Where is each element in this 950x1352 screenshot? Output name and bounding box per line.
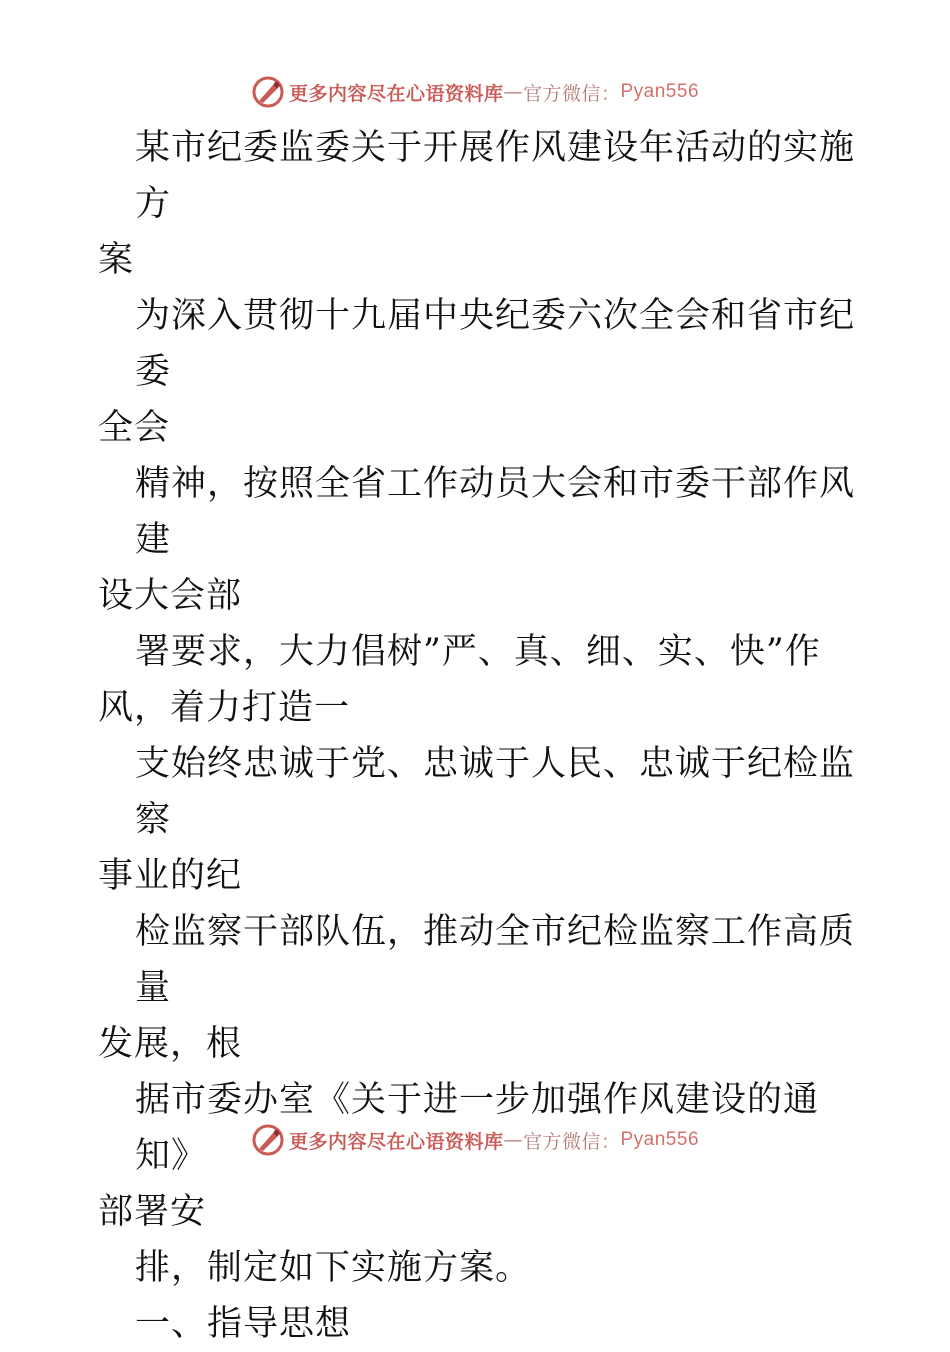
watermark-dash: — — [503, 1129, 523, 1151]
watermark-main-text: 更多内容尽在心语资料库 — [288, 82, 504, 105]
paragraph-line — [98, 736, 858, 904]
watermark-id: Pyan556 — [620, 81, 700, 102]
watermark-sub-text: 官方微信： — [522, 1130, 621, 1153]
line-text: 精神，按照全省工作动员大会和市委干部作风建 — [135, 464, 856, 560]
watermark-sub-text: 官方微信： — [522, 82, 621, 105]
line-continuation: 风，着力打造一 — [98, 688, 351, 728]
line-continuation: 发展，根 — [98, 1024, 243, 1064]
line-text: 支始终忠诚于党、忠诚于人民、忠诚于纪检监察 — [135, 744, 856, 840]
line-text: 检监察干部队伍，推动全市纪检监察工作高质量 — [135, 912, 856, 1008]
pen-logo-icon — [251, 1123, 285, 1157]
line-text: 某市纪委监委关于开展作风建设年活动的实施方 — [135, 128, 856, 224]
watermark-header — [0, 72, 950, 112]
paragraph-line — [98, 120, 858, 288]
paragraph-line — [98, 904, 858, 1072]
line-text: 据市委办室《关于进一步加强作风建设的通知》 — [135, 1080, 820, 1176]
line-continuation: 全会 — [98, 408, 171, 448]
line-continuation: 部署安 — [98, 1192, 207, 1232]
pen-logo-icon — [251, 75, 285, 109]
line-text: 排，制定如下实施方案。 — [135, 1248, 532, 1288]
watermark-footer — [0, 1120, 950, 1160]
watermark-id: Pyan556 — [620, 1129, 700, 1150]
document-body — [98, 120, 858, 1352]
line-text: 署要求，大力倡树”严、真、细、实、快”作 — [135, 632, 821, 672]
paragraph-line — [98, 1240, 858, 1296]
paragraph-line — [98, 624, 858, 736]
paragraph-line — [98, 456, 858, 624]
line-continuation: 事业的纪 — [98, 856, 243, 896]
line-text: 为深入贯彻十九届中央纪委六次全会和省市纪委 — [135, 296, 856, 392]
heading-text: 一、指导思想 — [135, 1304, 352, 1344]
line-continuation: 设大会部 — [98, 576, 243, 616]
watermark-dash: — — [503, 81, 523, 103]
section-heading — [98, 1296, 858, 1352]
watermark-main-text: 更多内容尽在心语资料库 — [288, 1130, 504, 1153]
line-continuation: 案 — [98, 240, 135, 280]
paragraph-line — [98, 288, 858, 456]
